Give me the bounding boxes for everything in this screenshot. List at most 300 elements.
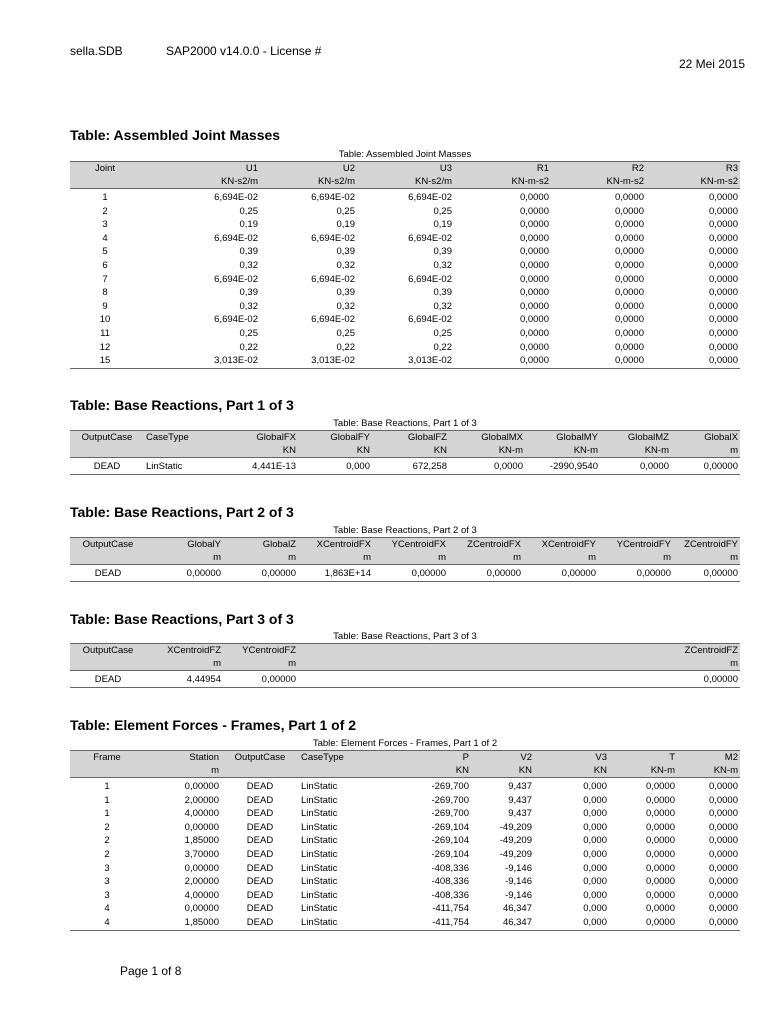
table-cell: 0,0000 <box>614 341 644 353</box>
table-cell: -411,754 <box>432 903 469 915</box>
element-forces-block <box>70 738 740 931</box>
base-reactions-3-title: Table: Base Reactions, Part 3 of 3 <box>70 611 294 627</box>
table-cell: 1 <box>104 794 110 806</box>
units-row <box>70 551 740 565</box>
column-unit: m <box>298 657 740 671</box>
table-cell: LinStatic <box>299 916 387 930</box>
table-cell: 9,437 <box>508 808 532 820</box>
table-cell: 2 <box>104 821 110 833</box>
table-cell: -9,146 <box>505 889 532 901</box>
column-unit <box>70 551 146 565</box>
table-row <box>70 794 740 808</box>
column-unit: m <box>448 551 523 565</box>
table-row <box>70 205 740 219</box>
table-cell: 0,0000 <box>708 835 738 847</box>
table-cell: 0,0000 <box>708 314 738 326</box>
table-cell: 0,0000 <box>519 341 549 353</box>
column-header: GlobalFY <box>298 431 372 445</box>
column-header: GlobalMY <box>525 431 600 445</box>
table-cell: 3 <box>102 219 108 231</box>
column-header: OutputCase <box>70 431 144 445</box>
table-cell: -49,209 <box>499 848 532 860</box>
column-header: U3 <box>357 162 454 176</box>
table-cell: 0,0000 <box>708 821 738 833</box>
table-cell: 7 <box>102 273 108 285</box>
joint-masses-block <box>70 149 740 369</box>
page-number: Page 1 of 8 <box>120 964 182 978</box>
table-cell: -9,146 <box>505 862 532 874</box>
table-cell: 0,0000 <box>519 219 549 231</box>
table-cell: 10 <box>99 314 111 326</box>
table-cell: 46,347 <box>471 916 534 930</box>
table-cell: 9 <box>102 300 108 312</box>
table-cell: 0,0000 <box>645 835 675 847</box>
column-header: P <box>387 751 471 765</box>
table-cell: -49,209 <box>499 821 532 833</box>
units-row <box>70 175 740 189</box>
table-cell: 6,694E-02 <box>311 232 355 244</box>
column-header: Joint <box>70 162 140 176</box>
table-row <box>70 834 740 848</box>
table-cell: 0,0000 <box>519 205 549 217</box>
table-cell: DEAD <box>246 808 274 820</box>
program-info: SAP2000 v14.0.0 - License # <box>166 44 322 58</box>
table-cell: 4,00000 <box>184 889 219 901</box>
table-cell: 0,0000 <box>708 781 738 792</box>
table-cell: -269,104 <box>431 835 469 847</box>
table-cell: LinStatic <box>301 808 338 820</box>
table-cell: 0,39 <box>239 246 258 258</box>
column-header: YCentroidFY <box>598 538 673 552</box>
joint-masses-title: Table: Assembled Joint Masses <box>70 127 281 143</box>
table-cell: 0,0000 <box>614 259 644 271</box>
table-cell: 0,000 <box>298 458 372 475</box>
column-header: OutputCase <box>221 751 299 765</box>
table-cell: 0,00000 <box>448 565 523 582</box>
column-header: T <box>609 751 677 765</box>
table-row <box>70 286 740 300</box>
report-date: 22 Mei 2015 <box>678 57 745 71</box>
table-cell: 0,0000 <box>551 354 646 368</box>
joint-masses-caption: Table: Assembled Joint Masses <box>338 149 472 160</box>
table-cell: 0,0000 <box>708 808 738 820</box>
table-cell: 0,0000 <box>645 862 675 874</box>
column-unit: m <box>673 551 740 565</box>
table-cell: DEAD <box>70 671 146 688</box>
column-header: CaseType <box>144 431 226 445</box>
table-cell: 0,0000 <box>708 232 738 244</box>
table-cell: 0,39 <box>336 287 355 299</box>
table-cell: 0,25 <box>239 327 258 339</box>
table-cell: 0,00000 <box>671 458 740 475</box>
table-cell: -2990,9540 <box>525 458 600 475</box>
table-cell: 0,0000 <box>519 192 549 203</box>
column-header: R3 <box>646 162 740 176</box>
units-row <box>70 657 740 671</box>
table-cell: 2 <box>102 205 108 217</box>
table-cell: LinStatic <box>301 889 338 901</box>
column-unit: KN-s2/m <box>140 175 260 189</box>
table-cell: 9,437 <box>508 781 532 792</box>
table-cell: -269,104 <box>431 821 469 833</box>
table-row <box>70 245 740 259</box>
table-cell: 0,0000 <box>519 246 549 258</box>
column-unit: m <box>671 444 740 458</box>
column-header: ZCentroidFX <box>448 538 523 552</box>
column-unit: KN <box>372 444 449 458</box>
column-header: GlobalMX <box>449 431 525 445</box>
table-cell: 0,0000 <box>645 794 675 806</box>
table-cell: 0,0000 <box>519 232 549 244</box>
table-cell: 3 <box>104 889 110 901</box>
table-cell: 0,0000 <box>519 273 549 285</box>
table-cell: 0,00000 <box>184 903 219 915</box>
base-reactions-2-table <box>70 537 740 582</box>
table-cell: 3,70000 <box>184 848 219 860</box>
table-cell: 0,0000 <box>614 232 644 244</box>
table-cell: DEAD <box>70 565 146 582</box>
table-cell: -408,336 <box>431 876 469 888</box>
table-cell: 1,863E+14 <box>298 565 373 582</box>
table-cell: 1 <box>104 808 110 820</box>
table-cell: 0,00000 <box>146 565 223 582</box>
header-row <box>70 751 740 765</box>
column-header: U1 <box>140 162 260 176</box>
header-row <box>70 644 740 658</box>
column-unit: KN-m <box>677 764 740 778</box>
table-cell: 0,32 <box>336 259 355 271</box>
table-row <box>70 821 740 835</box>
table-cell: LinStatic <box>301 876 338 888</box>
table-cell: 6,694E-02 <box>214 192 258 203</box>
column-unit: KN-m-s2 <box>454 175 551 189</box>
table-row <box>70 341 740 355</box>
table-cell: 0,22 <box>336 341 355 353</box>
column-header: R1 <box>454 162 551 176</box>
table-cell: 0,25 <box>336 327 355 339</box>
column-header: GlobalY <box>146 538 223 552</box>
table-cell: -269,700 <box>431 781 469 792</box>
table-cell: 0,39 <box>336 246 355 258</box>
column-unit <box>299 764 387 778</box>
column-unit: KN-s2/m <box>260 175 357 189</box>
table-cell: 0,000 <box>583 808 607 820</box>
table-cell: 0,0000 <box>645 903 675 915</box>
table-cell: DEAD <box>246 835 274 847</box>
table-cell: 0,0000 <box>645 821 675 833</box>
table-cell: 0,0000 <box>645 781 675 792</box>
column-header: Frame <box>70 751 144 765</box>
table-cell: 6,694E-02 <box>408 192 452 203</box>
table-cell: 2,00000 <box>184 876 219 888</box>
table-cell: 0,00000 <box>223 565 298 582</box>
table-cell: 0,0000 <box>708 327 738 339</box>
table-row <box>70 807 740 821</box>
table-cell: 1 <box>104 781 110 792</box>
table-row <box>70 862 740 876</box>
table-cell: LinStatic <box>301 781 338 792</box>
column-header: GlobalFZ <box>372 431 449 445</box>
table-cell: 1 <box>102 192 108 203</box>
table-cell: 0,000 <box>583 821 607 833</box>
table-cell: 0,0000 <box>454 354 551 368</box>
table-cell: 0,32 <box>239 300 258 312</box>
base-reactions-1-block <box>70 418 740 475</box>
table-cell: 8 <box>102 287 108 299</box>
column-unit: m <box>223 551 298 565</box>
table-row <box>70 189 740 205</box>
table-cell: 0,000 <box>583 781 607 792</box>
table-cell: 6 <box>102 259 108 271</box>
table-row <box>70 232 740 246</box>
table-cell: 0,000 <box>583 835 607 847</box>
table-cell: 6,694E-02 <box>214 273 258 285</box>
table-cell: 3,013E-02 <box>357 354 454 368</box>
column-unit: m <box>146 551 223 565</box>
table-cell: 4 <box>102 232 108 244</box>
table-row <box>70 889 740 903</box>
table-cell: 0,00000 <box>184 821 219 833</box>
table-cell: 0,0000 <box>646 354 740 368</box>
table-cell: 0,0000 <box>708 273 738 285</box>
table-cell: 5 <box>102 246 108 258</box>
table-cell: LinStatic <box>144 458 226 475</box>
table-cell: 0,00000 <box>673 565 740 582</box>
table-cell: 6,694E-02 <box>311 192 355 203</box>
table-cell: -411,754 <box>387 916 471 930</box>
table-cell: 0,000 <box>583 876 607 888</box>
units-row <box>70 764 740 778</box>
base-reactions-2-caption: Table: Base Reactions, Part 2 of 3 <box>333 525 477 536</box>
base-reactions-3-table <box>70 643 740 688</box>
table-cell: 15 <box>70 354 140 368</box>
table-cell: 0,0000 <box>614 192 644 203</box>
column-header: XCentroidFZ <box>146 644 223 658</box>
table-row <box>70 902 740 916</box>
table-row <box>70 313 740 327</box>
element-forces-title: Table: Element Forces - Frames, Part 1 of 2 <box>70 717 357 733</box>
table-cell: 3,013E-02 <box>260 354 357 368</box>
table-cell: 4 <box>70 916 144 930</box>
table-cell: DEAD <box>70 458 144 475</box>
column-unit: m <box>146 657 223 671</box>
table-cell: 0,32 <box>336 300 355 312</box>
table-row <box>70 458 740 475</box>
table-cell: 0,0000 <box>708 794 738 806</box>
table-cell: 0,00000 <box>598 565 673 582</box>
table-cell: -49,209 <box>499 835 532 847</box>
joint-masses-table <box>70 161 740 369</box>
base-reactions-3-caption: Table: Base Reactions, Part 3 of 3 <box>333 631 477 642</box>
table-cell: 0,32 <box>433 300 452 312</box>
column-unit: KN-m-s2 <box>551 175 646 189</box>
table-cell: 9,437 <box>508 794 532 806</box>
table-cell: -269,700 <box>431 808 469 820</box>
table-cell: 0,00000 <box>373 565 448 582</box>
column-unit <box>70 657 146 671</box>
table-cell: LinStatic <box>301 862 338 874</box>
table-cell: 46,347 <box>502 903 532 915</box>
table-cell: 0,0000 <box>614 287 644 299</box>
element-forces-caption: Table: Element Forces - Frames, Part 1 of 2 <box>312 738 498 749</box>
column-unit: KN <box>387 764 471 778</box>
table-row <box>70 671 740 688</box>
table-cell: 0,0000 <box>708 205 738 217</box>
table-cell: 0,0000 <box>677 916 740 930</box>
table-cell: 0,0000 <box>519 327 549 339</box>
table-cell: 0,39 <box>433 287 452 299</box>
table-cell: 0,0000 <box>645 808 675 820</box>
table-cell: 2 <box>104 848 110 860</box>
column-header: U2 <box>260 162 357 176</box>
table-cell: 0,0000 <box>708 219 738 231</box>
header-row <box>70 162 740 176</box>
column-unit: KN <box>534 764 609 778</box>
table-cell: 0,00000 <box>223 671 298 688</box>
table-cell: 0,00000 <box>184 862 219 874</box>
table-cell: 0,0000 <box>708 246 738 258</box>
table-row <box>70 778 740 794</box>
column-unit: KN-s2/m <box>357 175 454 189</box>
column-unit <box>221 764 299 778</box>
table-cell: 0,0000 <box>708 192 738 203</box>
table-cell: 0,000 <box>583 848 607 860</box>
column-header: GlobalZ <box>223 538 298 552</box>
table-cell: LinStatic <box>301 835 338 847</box>
table-row <box>70 916 740 930</box>
header-row <box>70 431 740 445</box>
table-cell: LinStatic <box>301 821 338 833</box>
table-cell: 0,000 <box>583 794 607 806</box>
table-cell: 0,0000 <box>519 259 549 271</box>
table-cell: 3 <box>104 876 110 888</box>
column-header: OutputCase <box>70 644 146 658</box>
column-unit: KN-m <box>600 444 671 458</box>
table-cell: 0,0000 <box>519 287 549 299</box>
column-header: ZCentroidFY <box>673 538 740 552</box>
table-cell: 4 <box>104 903 110 915</box>
table-cell: -269,104 <box>431 848 469 860</box>
column-header: GlobalX <box>671 431 740 445</box>
column-header: XCentroidFY <box>523 538 598 552</box>
table-cell: 0,000 <box>583 862 607 874</box>
table-cell: 0,22 <box>433 341 452 353</box>
column-unit: m <box>373 551 448 565</box>
table-cell: -408,336 <box>431 862 469 874</box>
table-cell: 0,000 <box>583 889 607 901</box>
table-cell: 2,00000 <box>184 794 219 806</box>
table-cell: 0,0000 <box>614 327 644 339</box>
table-cell: DEAD <box>246 903 274 915</box>
table-cell: 4,44954 <box>146 671 223 688</box>
table-cell: 0,0000 <box>708 889 738 901</box>
table-cell: 0,0000 <box>708 287 738 299</box>
table-row <box>70 273 740 287</box>
table-cell: 0,0000 <box>645 848 675 860</box>
table-cell: 0,0000 <box>609 916 677 930</box>
element-forces-table <box>70 750 740 931</box>
table-cell: 0,000 <box>583 903 607 915</box>
table-cell: 0,39 <box>239 287 258 299</box>
table-cell: DEAD <box>246 889 274 901</box>
table-cell: 0,0000 <box>708 259 738 271</box>
base-reactions-3-block <box>70 631 740 688</box>
column-unit <box>70 175 140 189</box>
table-row <box>70 848 740 862</box>
table-cell: 0,32 <box>239 259 258 271</box>
table-cell: 0,0000 <box>645 889 675 901</box>
column-header: V3 <box>534 751 609 765</box>
column-header: ZCentroidFZ <box>298 644 740 658</box>
table-row <box>70 875 740 889</box>
table-cell: 0,39 <box>433 246 452 258</box>
table-cell: DEAD <box>246 781 274 792</box>
table-cell: 0,0000 <box>449 458 525 475</box>
table-cell: 0,0000 <box>614 314 644 326</box>
table-cell: 0,000 <box>534 916 609 930</box>
table-cell: 4,441E-13 <box>226 458 298 475</box>
table-cell: DEAD <box>246 862 274 874</box>
table-cell: 0,00000 <box>184 781 219 792</box>
table-row <box>70 300 740 314</box>
file-name: sella.SDB <box>70 44 123 58</box>
column-header: CaseType <box>299 751 387 765</box>
column-unit: KN <box>226 444 298 458</box>
table-cell: LinStatic <box>301 794 338 806</box>
table-cell: 6,694E-02 <box>311 273 355 285</box>
table-cell: 0,19 <box>336 219 355 231</box>
table-cell: 0,0000 <box>708 341 738 353</box>
table-cell: -408,336 <box>431 889 469 901</box>
table-cell: 0,32 <box>433 259 452 271</box>
table-row <box>70 327 740 341</box>
table-cell: 0,0000 <box>645 876 675 888</box>
table-cell: LinStatic <box>301 848 338 860</box>
base-reactions-1-caption: Table: Base Reactions, Part 1 of 3 <box>333 418 477 429</box>
column-unit: KN <box>471 764 534 778</box>
table-cell: DEAD <box>246 848 274 860</box>
column-unit: m <box>598 551 673 565</box>
column-header: YCentroidFZ <box>223 644 298 658</box>
column-header: R2 <box>551 162 646 176</box>
table-row <box>70 354 740 368</box>
table-cell: 6,694E-02 <box>214 232 258 244</box>
table-cell: DEAD <box>246 876 274 888</box>
table-cell: 0,0000 <box>708 300 738 312</box>
column-unit: m <box>298 551 373 565</box>
column-header: V2 <box>471 751 534 765</box>
table-cell: 2 <box>104 835 110 847</box>
table-row <box>70 218 740 232</box>
base-reactions-2-title: Table: Base Reactions, Part 2 of 3 <box>70 504 294 520</box>
table-cell: 0,00000 <box>523 565 598 582</box>
column-unit: m <box>223 657 298 671</box>
units-row <box>70 444 740 458</box>
table-cell: 0,0000 <box>614 205 644 217</box>
table-cell: 0,0000 <box>614 246 644 258</box>
table-cell: 3,013E-02 <box>140 354 260 368</box>
column-header: GlobalMZ <box>600 431 671 445</box>
table-cell: 6,694E-02 <box>408 314 452 326</box>
table-cell: DEAD <box>221 916 299 930</box>
base-reactions-1-title: Table: Base Reactions, Part 1 of 3 <box>70 397 294 413</box>
table-cell: 0,22 <box>239 341 258 353</box>
base-reactions-1-table <box>70 430 740 475</box>
table-cell: 0,0000 <box>708 848 738 860</box>
column-header: OutputCase <box>70 538 146 552</box>
table-cell: 0,0000 <box>708 876 738 888</box>
table-cell: 6,694E-02 <box>408 273 452 285</box>
